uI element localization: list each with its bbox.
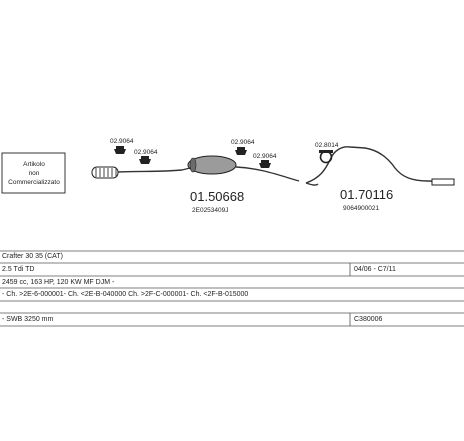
rear-pipe-inlet — [306, 183, 318, 185]
note-line-3: Commercializzato — [8, 179, 60, 186]
engine-specs: 2459 cc, 163 HP, 120 KW MF DJM - — [2, 279, 115, 286]
rear-pipe-end — [432, 179, 454, 185]
wheelbase: - SWB 3250 mm — [2, 316, 54, 323]
clamp-icon — [114, 146, 126, 154]
vehicle-model: Crafter 30 35 (CAT) — [2, 253, 63, 260]
rear-pipe-code: 01.70116 — [340, 187, 394, 202]
clamp-icon — [259, 160, 271, 168]
flex-pipe — [92, 167, 118, 178]
clamp-label: 02.8014 — [315, 142, 339, 149]
front-pipe — [118, 170, 182, 172]
note-line-1: Artikolo — [23, 161, 45, 168]
clamp-icon — [235, 147, 247, 155]
production-period: 04/06 - C7/11 — [354, 266, 396, 273]
catalog-number: C380006 — [354, 316, 383, 323]
clamp-icon — [139, 156, 151, 164]
middle-silencer — [182, 156, 299, 181]
middle-silencer-oem: 2E0253409J — [192, 207, 229, 214]
rubber-hanger-icon — [319, 150, 333, 163]
middle-silencer-code: 01.50668 — [190, 189, 245, 204]
chassis-range: - Ch. >2E-6-000001- Ch. <2E-B-040000 Ch. >2F-C-000001- Ch. <2F-B-015000 — [2, 291, 249, 298]
clamp-label: 02.9064 — [110, 138, 134, 145]
engine: 2.5 Tdi TD — [2, 266, 35, 273]
rear-pipe-oem: 9064900021 — [343, 205, 380, 212]
clamp-label: 02.9064 — [253, 153, 277, 160]
clamp-label: 02.9064 — [134, 149, 158, 156]
note-line-2: non — [28, 170, 40, 177]
clamp-label: 02.9064 — [231, 139, 255, 146]
